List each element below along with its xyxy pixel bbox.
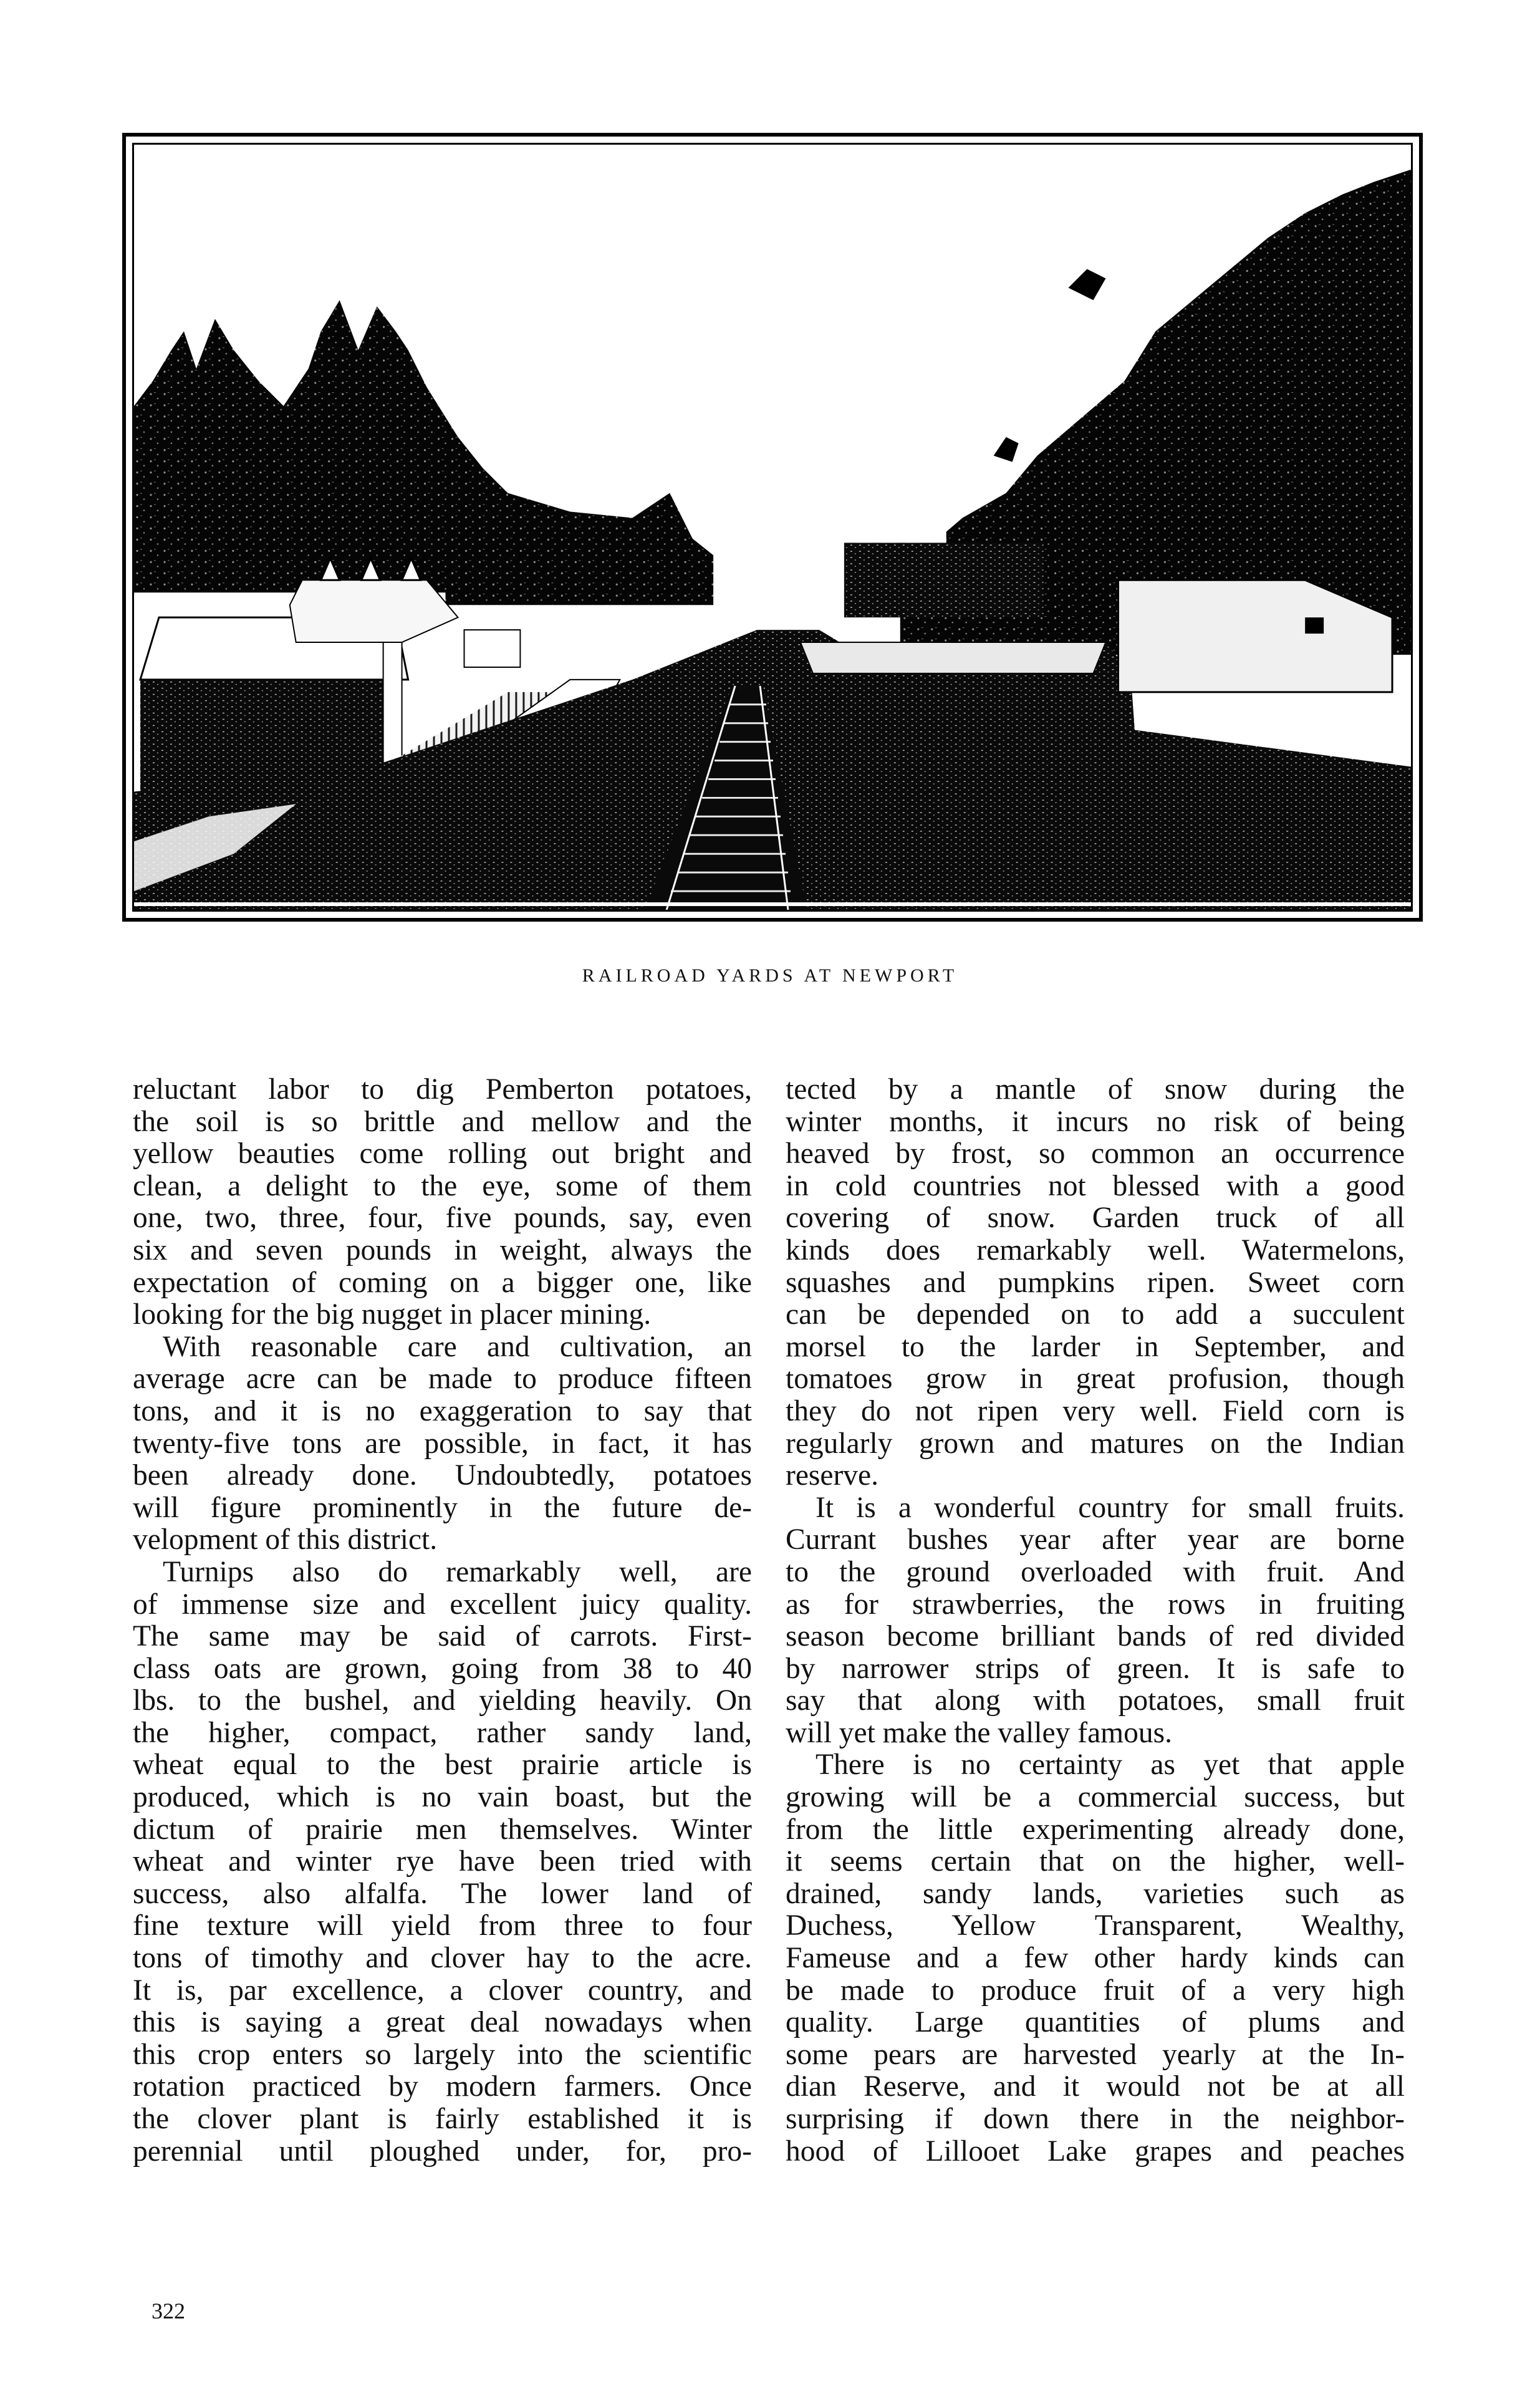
text-line: some pears are harvested yearly at the In- — [786, 2038, 1405, 2071]
text-line: the clover plant is fairly established it is — [133, 2103, 752, 2135]
text-line: winter months, it incurs no risk of being — [786, 1105, 1405, 1138]
text-line: Turnips also do remarkably well, are — [163, 1555, 752, 1588]
text-line: Fameuse and a few other hardy kinds can — [786, 1942, 1405, 1975]
text-line: tomatoes grow in great profusion, though — [786, 1363, 1405, 1396]
text-line: twenty-five tons are possible, in fact, it has — [133, 1427, 752, 1460]
text-line: wheat equal to the best prairie article is — [133, 1749, 752, 1782]
text-line: squashes and pumpkins ripen. Sweet corn — [786, 1266, 1405, 1299]
text-line: one, two, three, four, five pounds, say, even — [133, 1202, 752, 1235]
text-column-right — [786, 1074, 1405, 2168]
text-line: produced, which is no vain boast, but the — [133, 1781, 752, 1814]
photograph-frame — [122, 133, 1423, 922]
text-line: the higher, compact, rather sandy land, — [133, 1716, 752, 1749]
text-line: There is no certainty as yet that apple — [816, 1749, 1405, 1782]
text-line: dian Reserve, and it would not be at all — [786, 2070, 1405, 2103]
text-line: to the ground overloaded with fruit. And — [786, 1555, 1405, 1588]
text-line: morsel to the larder in September, and — [786, 1330, 1405, 1363]
text-line: It is, par excellence, a clover country, and — [133, 1974, 752, 2007]
text-line: With reasonable care and cultivation, an — [163, 1330, 752, 1363]
text-line: the soil is so brittle and mellow and the — [133, 1105, 752, 1138]
text-line: covering of snow. Garden truck of all — [786, 1202, 1405, 1235]
figure-caption: RAILROAD YARDS AT NEWPORT — [582, 965, 958, 986]
text-line: yellow beauties come rolling out bright and — [133, 1137, 752, 1170]
text-line: of immense size and excellent juicy quality. — [133, 1588, 752, 1621]
text-line: quality. Large quantities of plums and — [786, 2006, 1405, 2039]
photo-scene — [134, 145, 1411, 910]
text-line: six and seven pounds in weight, always the — [133, 1233, 752, 1266]
text-line: reserve. — [786, 1459, 878, 1492]
text-line: Duchess, Yellow Transparent, Wealthy, — [786, 1909, 1405, 1942]
text-line: rotation practiced by modern farmers. Once — [133, 2070, 752, 2103]
text-line: class oats are grown, going from 38 to 40 — [133, 1652, 752, 1685]
text-line: as for strawberries, the rows in fruiting — [786, 1588, 1405, 1621]
text-line: surprising if down there in the neighbor- — [786, 2103, 1405, 2135]
railroad-yards-photograph — [132, 143, 1413, 912]
text-line: this is saying a great deal nowadays when — [133, 2006, 752, 2039]
text-line: average acre can be made to produce fifteen — [133, 1363, 752, 1396]
text-line: expectation of coming on a bigger one, like — [133, 1266, 752, 1299]
text-line: dictum of prairie men themselves. Winter — [133, 1813, 752, 1846]
text-line: growing will be a commercial success, but — [786, 1781, 1405, 1814]
text-line: drained, sandy lands, varieties such as — [786, 1877, 1405, 1910]
text-line: Currant bushes year after year are borne — [786, 1523, 1405, 1556]
text-column-left — [133, 1074, 752, 2168]
text-line: from the little experimenting already done, — [786, 1813, 1405, 1846]
text-line: success, also alfalfa. The lower land of — [133, 1877, 752, 1910]
text-line: reluctant labor to dig Pemberton potatoes, — [133, 1073, 752, 1106]
text-line: can be depended on to add a succulent — [786, 1298, 1405, 1331]
text-line: looking for the big nugget in placer mining. — [133, 1298, 652, 1331]
text-line: they do not ripen very well. Field corn is — [786, 1394, 1405, 1427]
text-line: this crop enters so largely into the scientific — [133, 2038, 752, 2071]
text-line: clean, a delight to the eye, some of them — [133, 1169, 752, 1202]
text-line: it seems certain that on the higher, well- — [786, 1845, 1405, 1878]
text-line: fine texture will yield from three to four — [133, 1909, 752, 1942]
text-line: been already done. Undoubtedly, potatoes — [133, 1459, 752, 1492]
text-line: in cold countries not blessed with a good — [786, 1169, 1405, 1202]
text-line: It is a wonderful country for small fruits. — [816, 1491, 1405, 1524]
text-line: tons, and it is no exaggeration to say that — [133, 1394, 752, 1427]
text-line: lbs. to the bushel, and yielding heavily. On — [133, 1684, 752, 1717]
text-line: kinds does remarkably well. Watermelons, — [786, 1233, 1405, 1266]
text-line: season become brilliant bands of red divided — [786, 1620, 1405, 1653]
page-number: 322 — [152, 2298, 185, 2323]
text-line: be made to produce fruit of a very high — [786, 1974, 1405, 2007]
text-line: perennial until ploughed under, for, pro- — [133, 2134, 752, 2168]
text-line: by narrower strips of green. It is safe to — [786, 1652, 1405, 1685]
text-line: tons of timothy and clover hay to the acre. — [133, 1942, 752, 1975]
text-line: regularly grown and matures on the Indian — [786, 1427, 1405, 1460]
text-line: The same may be said of carrots. First- — [133, 1620, 752, 1653]
text-line: will yet make the valley famous. — [786, 1716, 1172, 1749]
text-line: heaved by frost, so common an occurrence — [786, 1137, 1405, 1170]
text-line: wheat and winter rye have been tried with — [133, 1845, 752, 1878]
text-line: hood of Lillooet Lake grapes and peaches — [786, 2134, 1405, 2168]
text-line: say that along with potatoes, small fruit — [786, 1684, 1405, 1717]
text-line: tected by a mantle of snow during the — [786, 1073, 1405, 1106]
text-line: will figure prominently in the future de- — [133, 1491, 752, 1524]
text-line: velopment of this district. — [133, 1523, 438, 1556]
